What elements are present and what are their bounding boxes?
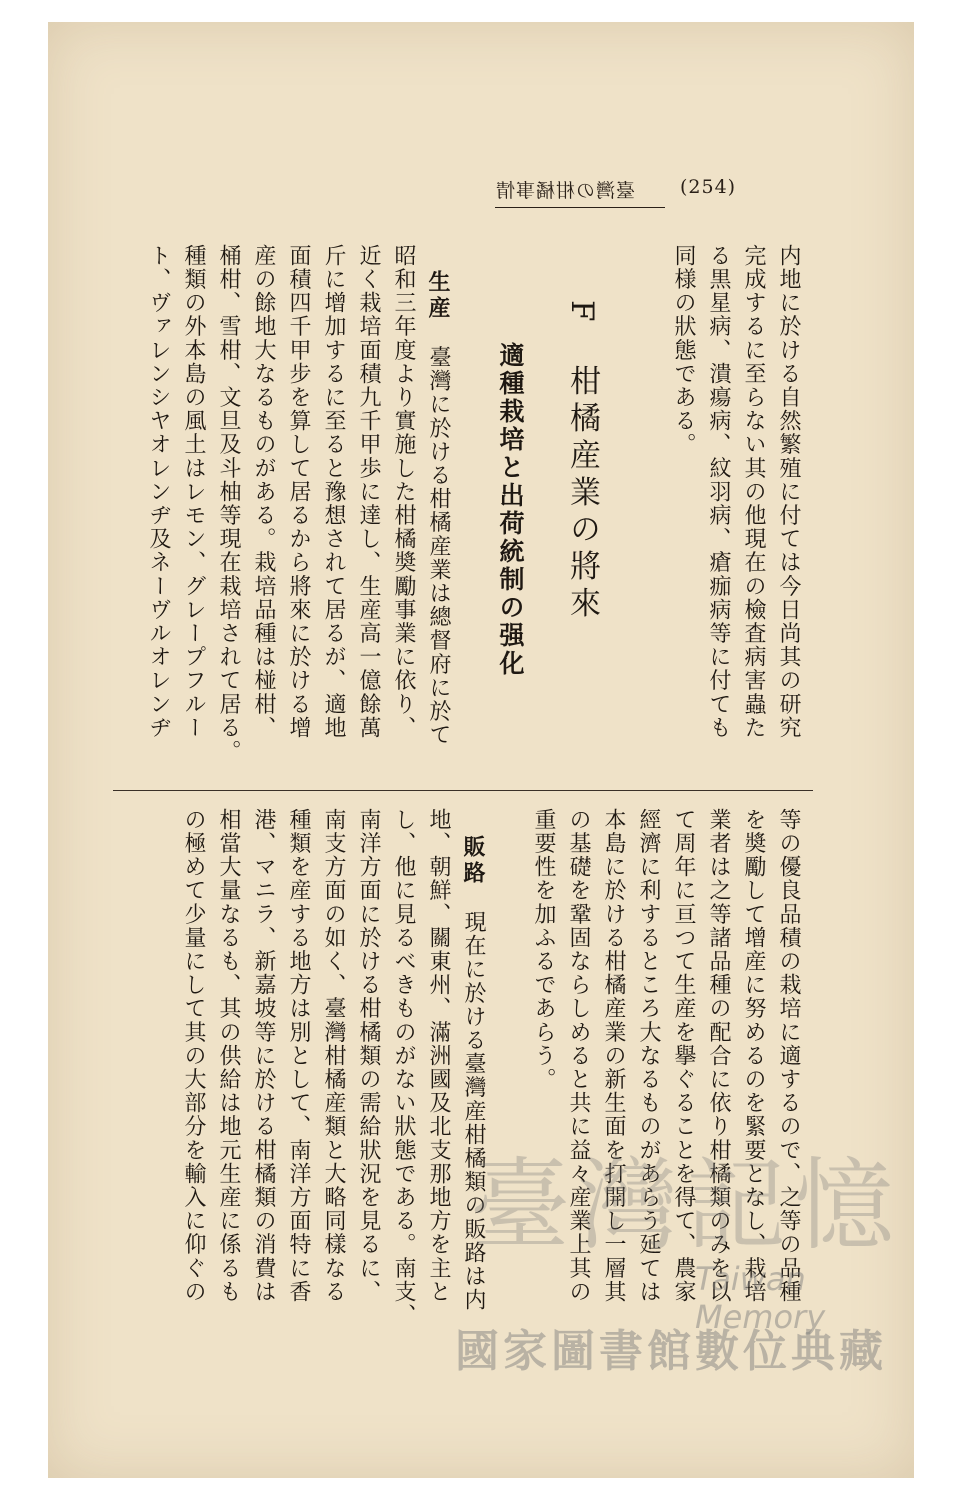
- upper-body-line-1: 昭和三年度より實施した柑橘奬勵事業に依り、: [391, 244, 416, 740]
- upper-body-line-6: 桶柑、雪柑、文旦及斗柚等現在栽培されて居る。: [216, 244, 241, 764]
- lower-top-line-3: 業者は之等諸品種の配合に依り柑橘類のみを以: [706, 808, 731, 1304]
- lower-top-line-5: 經濟に利するところ大なるものがあらう延ては: [636, 808, 661, 1304]
- lower-top-line-7: の基礎を鞏固ならしめると共に益々産業上其の: [566, 808, 591, 1304]
- lower-body-line-8: の極めて少量にして其の大部分を輸入に仰ぐの: [181, 808, 206, 1304]
- lead-sales-text: 現在に於ける臺灣産柑橘類の販路は内: [461, 910, 486, 1312]
- lower-top-line-6: 本島に於ける柑橘産業の新生面を打開し一層其: [601, 808, 626, 1304]
- intro-line-2: 完成するに至らない其の他現在の檢査病害蟲た: [741, 244, 766, 740]
- lead-production: 生産: [425, 270, 451, 322]
- section-subheading: 適種栽培と出荷統制の强化: [496, 342, 525, 678]
- intro-line-1: 内地に於ける自然繁殖に付ては今日尚其の研究: [776, 244, 801, 740]
- lower-body-line-3: 南洋方面に於ける柑橘類の需給狀況を見るに、: [356, 808, 381, 1304]
- lower-top-line-1: 等の優良品積の栽培に適するので、之等の品種: [776, 808, 801, 1304]
- intro-line-3: る黒星病、潰瘍病、紋羽病、瘡痂病等に付ても: [706, 244, 731, 740]
- lower-body-line-7: 相當大量なるも、其の供給は地元生産に係るも: [216, 808, 241, 1304]
- running-head: [495, 172, 765, 204]
- page-number: (254): [680, 176, 737, 198]
- section-heading: F 柑橘産業の將來: [564, 300, 600, 624]
- watermark-english: Taiwan Memory: [695, 1260, 826, 1336]
- lower-body-line-1: 地、朝鮮、關東州、滿洲國及北支那地方を主と: [426, 808, 451, 1304]
- upper-body-line-3: 斤に增加するに至ると豫想されて居るが、適地: [321, 244, 346, 740]
- section-divider: [113, 790, 813, 791]
- upper-body-line-8: ト、ヴァレンシヤオレンヂ及ネーヴルオレンヂ: [146, 244, 171, 740]
- library-watermark: [455, 1125, 905, 1385]
- intro-line-4: 同様の狀態である。: [671, 244, 696, 457]
- upper-body-line-2: 近く栽培面積九千甲歩に達し、生産高一億餘萬: [356, 244, 381, 740]
- lead-sales: 販路: [460, 835, 486, 887]
- lower-body-line-5: 種類を産する地方は別として、南洋方面特に香: [286, 808, 311, 1304]
- lower-body-line-4: 南支方面の如く、臺灣柑橘産類と大略同樣なる: [321, 808, 346, 1304]
- lead-production-text: 臺灣に於ける柑橘産業は總督府に於て: [426, 345, 451, 747]
- upper-body-line-7: 種類の外本島の風土はレモン、グレープフルー: [181, 244, 206, 740]
- lower-top-line-4: て周年に亘つて生産を擧ぐることを得て、農家: [671, 808, 696, 1304]
- watermark-subtitle: 國家圖書館數位典藏: [455, 1326, 887, 1377]
- upper-body-line-5: 産の餘地大なるものがある。栽培品種は椪柑、: [251, 244, 276, 740]
- lower-top-line-2: を奬勵して增産に努めるのを緊要となし、栽培: [741, 808, 766, 1304]
- lower-top-line-8: 重要性を加ふるであらう。: [531, 808, 556, 1092]
- body-line-lead: [420, 270, 456, 747]
- upper-body-line-4: 面積四千甲步を算して居るから將來に於ける增: [286, 244, 311, 740]
- lower-body-line-2: し、他に見るべきものがない狀態である。南支、: [391, 808, 416, 1328]
- running-title: 臺灣の柑橘事情: [495, 176, 665, 208]
- watermark-title: 臺灣記憶: [470, 1147, 902, 1264]
- lower-body-line-6: 港、マニラ、新嘉坡等に於ける柑橘類の消費は: [251, 808, 276, 1304]
